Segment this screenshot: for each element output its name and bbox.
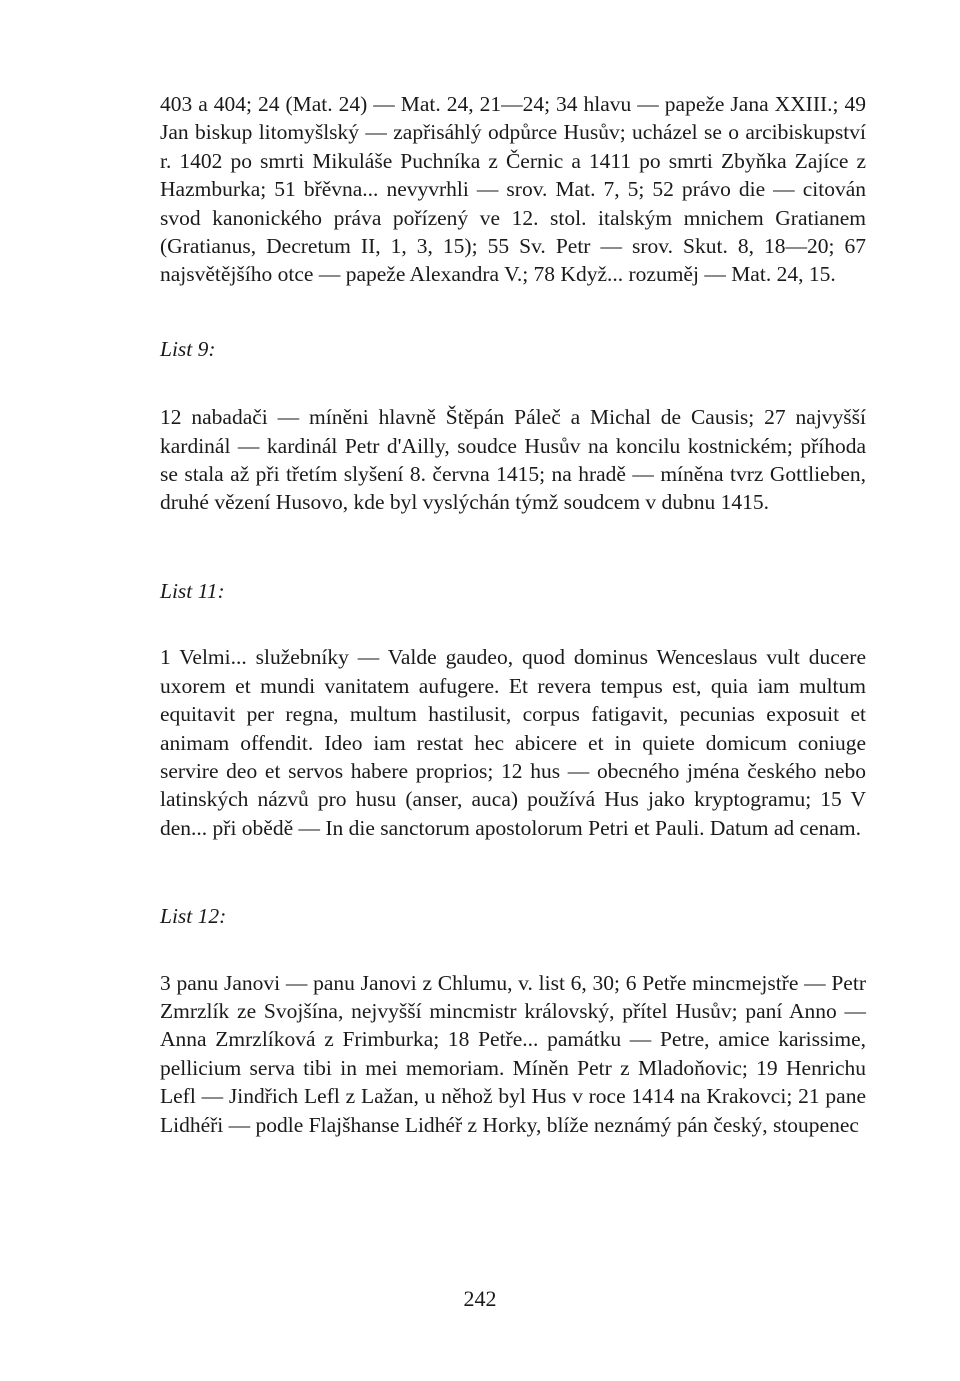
list-12-heading: List 12: (160, 904, 227, 929)
list-12-notes (160, 969, 866, 1139)
page-number: 242 (463, 1286, 497, 1311)
notes-paragraph: 403 a 404; 24 (Mat. 24) — Mat. 24, 21—24; 34 hlavu — papeže Jana XXIII.; 49 Jan biskup litomyšlský — zapřisáhlý odpůrce Husův; ucházel se o arcibiskupství r. 1402 po smrti Mikuláše Puchníka z Černic a 1411 po smrti Zbyňka Zajíce z Hazmburka; 51 břěvna... nevyvrhli — srov. Mat. 7, 5; 52 právo die — citován svod kanonického práva pořízený ve 12. stol. italským mnichem Gratianem (Gratianus, Decretum II, 1, 3, 15); 55 Sv. Petr — srov. Skut. 8, 18—20; 67 najsvětějšího otce — papeže Alexandra V.; 78 Když... rozuměj — Mat. 24, 15. (160, 92, 866, 287)
notes-continuation (160, 90, 866, 289)
list-9-notes (160, 403, 866, 517)
list-11-notes (160, 643, 866, 842)
notes-paragraph: 3 panu Janovi — panu Janovi z Chlumu, v. list 6, 30; 6 Petře mincmejstře — Petr Zmrzlík ze Svojšína, nejvyšší mincmistr královský, přítel Husův; paní Anno — Anna Zmrzlíková z Frimburka; 18 Petře... památku — Petre, amice karissime, pellicium serva tibi in mei memoriam. Míněn Petr z Mladoňovic; 19 Henrichu Lefl — Jindřich Lefl z Lažan, u něhož byl Hus v roce 1414 na Krakovci; 21 pane Lidhéři — podle Flajšhanse Lidhéř z Horky, blíže neznámý pán český, stoupenec (160, 970, 866, 1137)
notes-paragraph: 12 nabadači — míněni hlavně Štěpán Páleč a Michal de Causis; 27 najvyšší kardinál — kardinál Petr d'Ailly, soudce Husův na koncilu kostnickém; příhoda se stala až při třetím slyšení 8. června 1415; na hradě — míněna tvrz Gottlieben, druhé vězení Husovo, kde byl vyslýchán týmž soudcem v dubnu 1415. (160, 405, 866, 515)
list-11-heading: List 11: (160, 578, 225, 603)
list-9-heading: List 9: (160, 336, 216, 361)
notes-paragraph: 1 Velmi... služebníky — Valde gaudeo, quod dominus Wenceslaus vult ducere uxorem et mundi vanitatem aufugere. Et revera tempus est, quia iam multum equitavit per regna, multum hastilusit, corpus fatigavit, pecunias exposuit et animam offendit. Ideo iam restat hec abicere et in quiete domicum coniuge servire deo et servos habere proprios; 12 hus — obecného jména českého nebo latinských názvů pro husu (anser, auca) používá Hus jako kryptogramu; 15 V den... při obědě — In die sanctorum apostolorum Petri et Pauli. Datum ad cenam. (160, 645, 866, 840)
document-page (160, 90, 866, 1139)
